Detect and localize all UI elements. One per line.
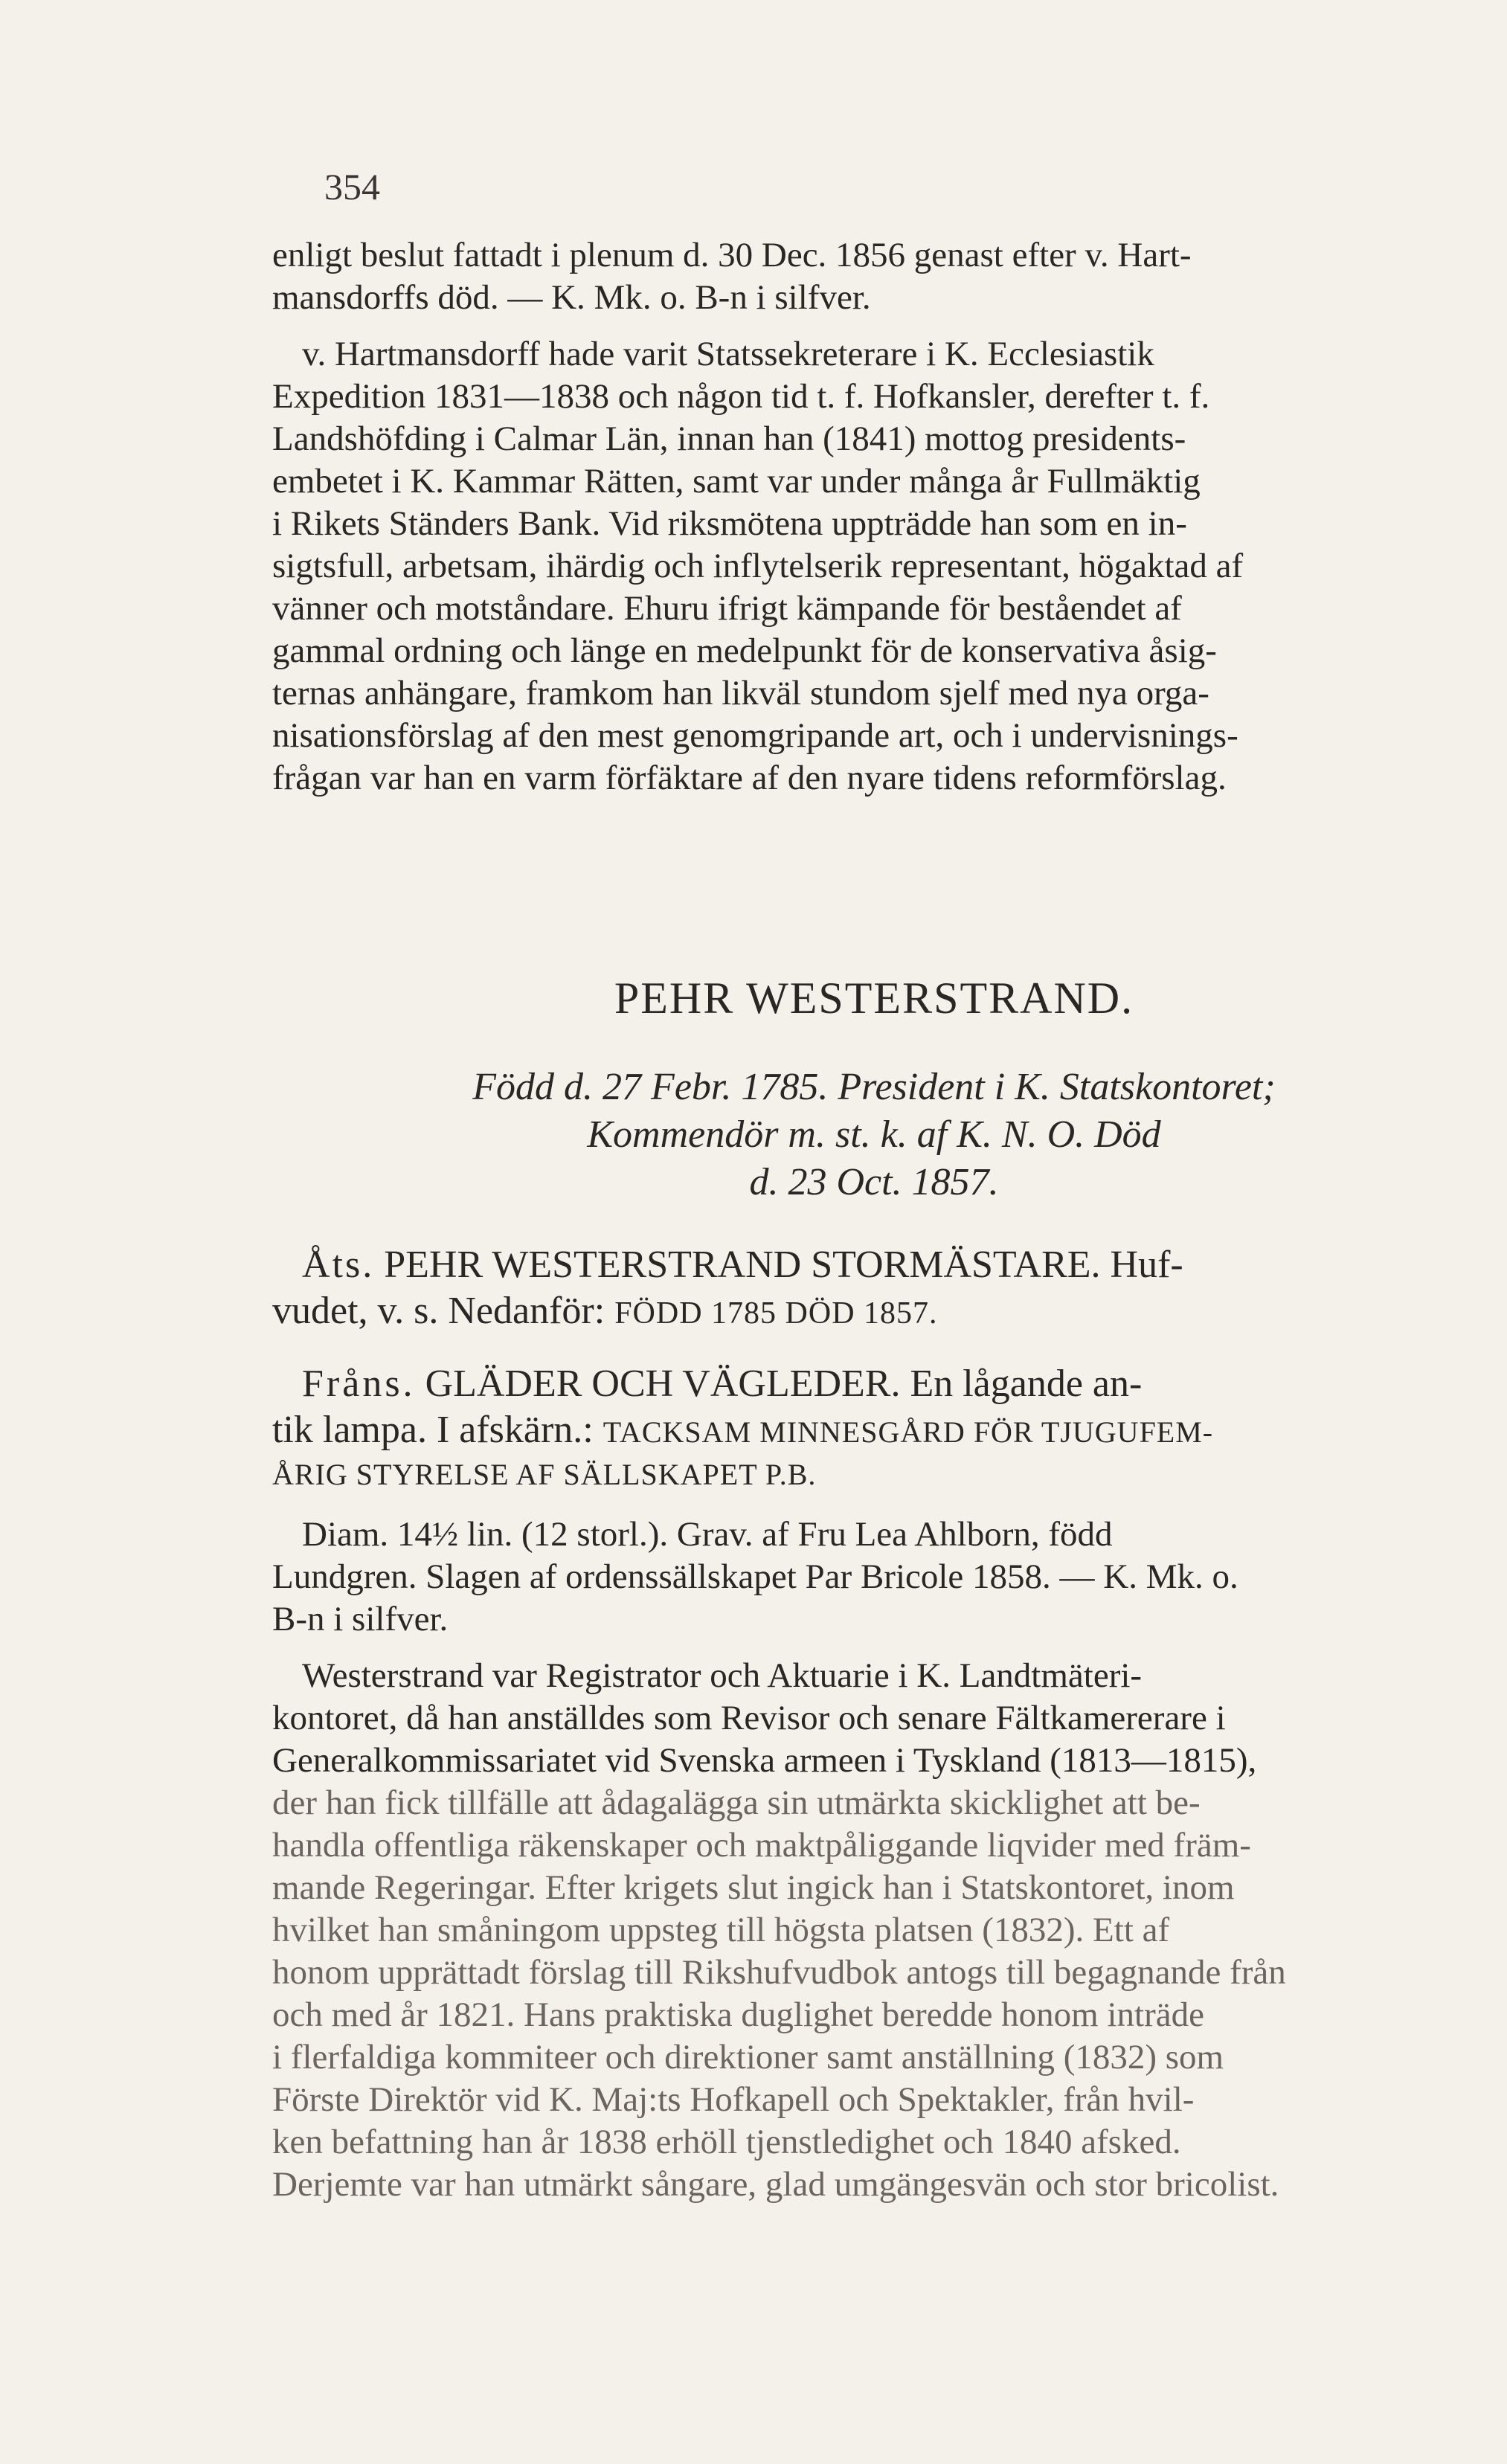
- text-line: vänner och motståndare. Ehuru ifrigt kämpande för beståendet af: [272, 589, 1182, 628]
- paragraph-intro: [272, 234, 1476, 319]
- text-line: Diam. 14½ lin. (12 storl.). Grav. af Fru Lea Ahlborn, född: [302, 1515, 1113, 1554]
- below-label: Nedanför:: [448, 1290, 605, 1332]
- text-line: v. Hartmansdorff hade varit Statssekreterare i K. Ecclesiastik: [302, 335, 1154, 373]
- paragraph-hartmansdorff: [272, 333, 1476, 800]
- text-line: mansdorffs död. — K. Mk. o. B-n i silfver.: [272, 278, 871, 317]
- reverse-text-start: tik lampa. I afskärn.:: [272, 1409, 594, 1451]
- text-line: ternas anhängare, framkom han likväl stundom sjelf med nya orga-: [272, 674, 1209, 712]
- text-line: frågan var han en varm förfäktare af den nyare tidens reformförslag.: [272, 759, 1227, 797]
- text-line: i Rikets Ständers Bank. Vid riksmötena uppträdde han som en in-: [272, 504, 1187, 543]
- text-line: kontoret, då han anställdes som Revisor och senare Fältkamererare i: [272, 1699, 1226, 1737]
- reverse-text: GLÄDER OCH VÄGLEDER. En lågande an-: [425, 1363, 1143, 1405]
- text-line: i flerfaldiga kommiteer och direktioner samt anställning (1832) som: [272, 2038, 1224, 2077]
- text-line: och med år 1821. Hans praktiska duglighet beredde honom inträde: [272, 1995, 1204, 2034]
- text-line: Förste Direktör vid K. Maj:ts Hofkapell och Spektakler, från hvil-: [272, 2080, 1195, 2119]
- bio-line: d. 23 Oct. 1857.: [749, 1161, 999, 1203]
- obverse-text-start: vudet, v. s.: [272, 1290, 439, 1332]
- text-line: handla offentliga räkenskaper och maktpåliggande liqvider med främ-: [272, 1826, 1251, 1865]
- text-line: B-n i silfver.: [272, 1600, 449, 1638]
- text-line: nisationsförslag af den mest genomgripande art, och i undervisnings-: [272, 716, 1238, 755]
- text-line: gammal ordning och länge en medelpunkt för de konservativa åsig-: [272, 631, 1217, 670]
- obverse-description: [272, 1242, 1476, 1336]
- text-line: Lundgren. Slagen af ordenssällskapet Par Bricole 1858. — K. Mk. o.: [272, 1557, 1238, 1596]
- paragraph-westerstrand: [272, 1655, 1476, 2206]
- reverse-label: Fråns.: [302, 1363, 416, 1405]
- text-line: der han fick tillfälle att ådagalägga sin utmärkta skicklighet att be-: [272, 1783, 1201, 1822]
- text-line: Landshöfding i Calmar Län, innan han (1841) mottog presidents-: [272, 419, 1186, 458]
- bio-line: Född d. 27 Febr. 1785. President i K. Statskontoret;: [472, 1066, 1276, 1108]
- biography-summary: [272, 1064, 1476, 1206]
- text-line: Expedition 1831—1838 och någon tid t. f. Hofkansler, derefter t. f.: [272, 377, 1210, 416]
- obverse-label: Åts.: [302, 1244, 375, 1286]
- text-line: mande Regeringar. Efter krigets slut ingick han i Statskontoret, inom: [272, 1868, 1235, 1907]
- text-line: embetet i K. Kammar Rätten, samt var under många år Fullmäktig: [272, 462, 1201, 501]
- text-line: honom upprättadt förslag till Rikshufvudbok antogs till begagnande från: [272, 1953, 1286, 1992]
- reverse-description: [272, 1361, 1476, 1494]
- text-line: Derjemte var han utmärkt sångare, glad umgängesvän och stor bricolist.: [272, 2165, 1279, 2204]
- obverse-text: PEHR WESTERSTRAND STORMÄSTARE. Huf-: [384, 1244, 1183, 1286]
- text-line: hvilket han småningom uppsteg till högsta platsen (1832). Ett af: [272, 1911, 1170, 1949]
- section-title: PEHR WESTERSTRAND.: [614, 974, 1134, 1023]
- obverse-inscription: FÖDD 1785 DÖD 1857.: [614, 1296, 938, 1331]
- text-line: ken befattning han år 1838 erhöll tjenstledighet och 1840 afsked.: [272, 2123, 1181, 2161]
- medal-details: [272, 1514, 1476, 1641]
- reverse-inscription: TACKSAM MINNESGÅRD FÖR TJUGUFEM-: [603, 1415, 1214, 1449]
- reverse-inscription-cont: ÅRIG STYRELSE AF SÄLLSKAPET P.B.: [272, 1458, 817, 1491]
- text-line: Westerstrand var Registrator och Aktuarie i K. Landtmäteri-: [302, 1656, 1143, 1695]
- bio-line: Kommendör m. st. k. af K. N. O. Död: [587, 1113, 1161, 1156]
- text-line: Generalkommissariatet vid Svenska armeen i Tyskland (1813—1815),: [272, 1741, 1257, 1780]
- text-line: sigtsfull, arbetsam, ihärdig och inflytelserik representant, högaktad af: [272, 547, 1244, 585]
- page-number: 354: [324, 166, 380, 208]
- text-line: enligt beslut fattadt i plenum d. 30 Dec. 1856 genast efter v. Hart-: [272, 236, 1192, 274]
